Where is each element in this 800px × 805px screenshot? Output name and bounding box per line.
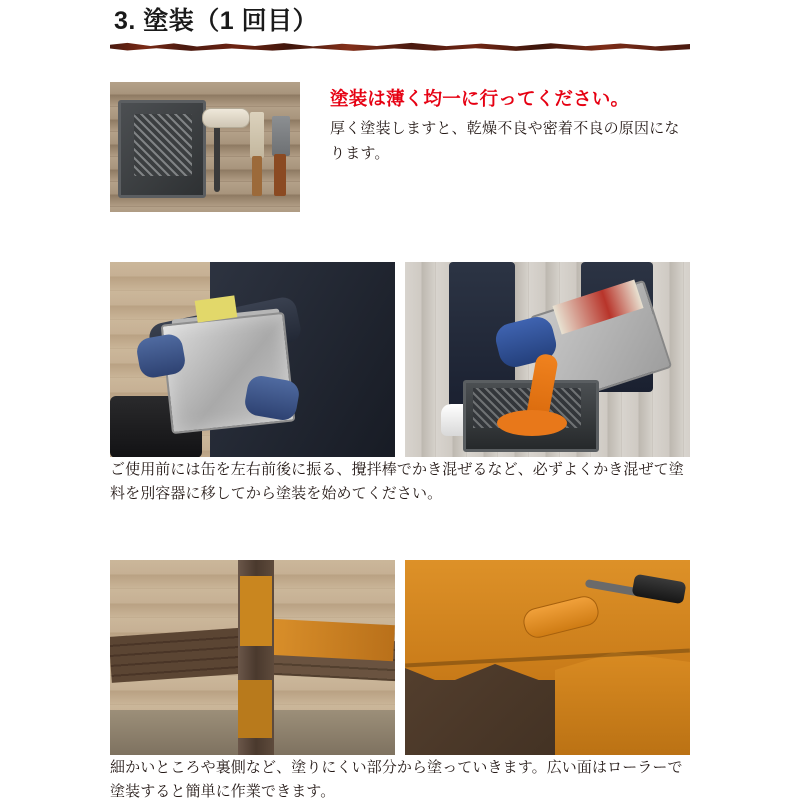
paint-roller-icon: [202, 108, 250, 128]
note-body: 厚く塗装しますと、乾燥不良や密着不良の原因になります。: [330, 119, 680, 162]
photo-row-2: [110, 560, 690, 755]
note-headline: 塗装は薄く均一に行ってください。: [330, 88, 630, 109]
brush-frame-scene: [110, 560, 395, 755]
brush-bristles-1: [250, 112, 264, 158]
wet-paint-post-top: [240, 576, 272, 646]
wet-paint-right: [269, 619, 395, 661]
page-header: [110, 6, 690, 51]
note-text: [330, 86, 692, 166]
page-title: 3. 塗装（1 回目）: [114, 7, 319, 35]
photo-roller-surface: [405, 560, 690, 755]
photo-brush-frame: [110, 560, 395, 755]
brush-handle-1: [252, 156, 262, 196]
photo-shake-can: [110, 262, 395, 457]
pour-paint-scene: [405, 262, 690, 457]
scraper-blade: [272, 116, 290, 156]
wet-paint-post-bottom: [238, 680, 272, 738]
shake-can-scene: [110, 262, 395, 457]
photo-row-1: [110, 262, 690, 457]
tools-thumbnail-scene: [110, 82, 300, 212]
title-underline-brush-rule: [110, 42, 690, 51]
roller-surface-scene: [405, 560, 690, 755]
caption-row-2: 細かいところや裏側など、塗りにくい部分から塗っていきます。広い面はローラーで塗装すると簡単に作業できます。: [110, 759, 683, 801]
tools-thumbnail-image: [110, 82, 300, 212]
painted-area-right: [555, 652, 690, 755]
roller-handle: [214, 122, 220, 192]
scraper-handle: [274, 154, 286, 196]
paint-pool: [497, 410, 567, 436]
photo-pour-paint: [405, 262, 690, 457]
paint-tray-mesh: [134, 114, 192, 176]
caption-row-1: ご使用前には缶を左右前後に振る、攪拌棒でかき混ぜるなど、必ずよくかき混ぜて塗料を別容器に移してから塗装を始めてください。: [110, 461, 684, 503]
